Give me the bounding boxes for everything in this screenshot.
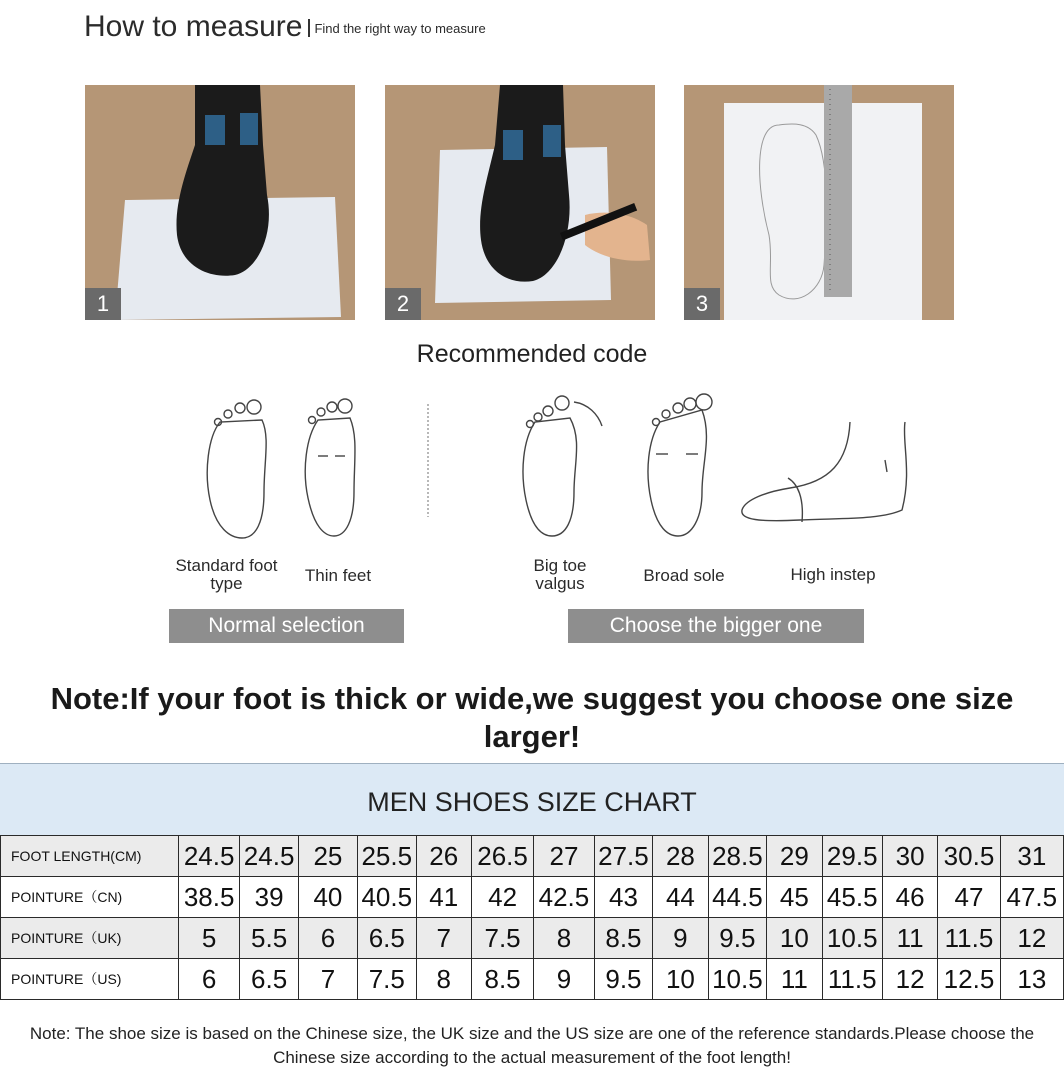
size-chart-cell: 42 bbox=[471, 877, 533, 918]
size-chart-cell: 31 bbox=[1000, 836, 1063, 877]
size-chart-cell: 47 bbox=[938, 877, 1000, 918]
size-chart-cell: 11.5 bbox=[822, 959, 882, 1000]
size-chart-cell: 30.5 bbox=[938, 836, 1000, 877]
size-chart-cell: 6 bbox=[178, 959, 239, 1000]
size-chart-cell: 44 bbox=[653, 877, 708, 918]
size-chart-cell: 45 bbox=[767, 877, 822, 918]
size-chart-cell: 42.5 bbox=[534, 877, 594, 918]
size-chart-cell: 6.5 bbox=[358, 918, 417, 959]
size-chart-cell: 24.5 bbox=[240, 836, 299, 877]
size-chart-cell: 27.5 bbox=[594, 836, 653, 877]
size-chart-cell: 7.5 bbox=[358, 959, 417, 1000]
size-chart-cell: 12.5 bbox=[938, 959, 1000, 1000]
size-chart-cell: 7 bbox=[298, 959, 357, 1000]
size-chart-cell: 9 bbox=[653, 918, 708, 959]
size-chart-cell: 10.5 bbox=[822, 918, 882, 959]
foot-type-label: Thin feet bbox=[304, 566, 372, 585]
size-chart-cell: 40.5 bbox=[358, 877, 417, 918]
tracing-foot-illustration bbox=[385, 85, 655, 320]
size-chart-cell: 7 bbox=[416, 918, 471, 959]
size-chart-cell: 8 bbox=[416, 959, 471, 1000]
step-number-badge: 2 bbox=[385, 288, 421, 320]
size-chart-cell: 9 bbox=[534, 959, 594, 1000]
size-chart-cell: 12 bbox=[1000, 918, 1063, 959]
size-chart-cell: 30 bbox=[882, 836, 937, 877]
size-chart-cell: 9.5 bbox=[708, 918, 767, 959]
recommended-title: Recommended code bbox=[416, 340, 648, 368]
size-chart-cell: 13 bbox=[1000, 959, 1063, 1000]
size-chart-cell: 43 bbox=[594, 877, 653, 918]
size-chart-cell: 26.5 bbox=[471, 836, 533, 877]
size-chart-row-label: FOOT LENGTH(CM) bbox=[1, 836, 179, 877]
size-chart-cell: 44.5 bbox=[708, 877, 767, 918]
size-chart-row bbox=[1, 918, 1064, 959]
size-chart-cell: 10.5 bbox=[708, 959, 767, 1000]
size-chart-cell: 28.5 bbox=[708, 836, 767, 877]
size-chart-cell: 12 bbox=[882, 959, 937, 1000]
size-chart-cell: 9.5 bbox=[594, 959, 653, 1000]
ruler-outline-illustration bbox=[684, 85, 954, 320]
size-chart-cell: 11 bbox=[767, 959, 822, 1000]
size-chart-cell: 6 bbox=[298, 918, 357, 959]
size-chart-cell: 11.5 bbox=[938, 918, 1000, 959]
size-chart-cell: 38.5 bbox=[178, 877, 239, 918]
size-advice-note: Note:If your foot is thick or wide,we suggest you choose one size larger! bbox=[50, 681, 1014, 754]
size-chart-table bbox=[0, 835, 1064, 1000]
size-chart-cell: 40 bbox=[298, 877, 357, 918]
size-reference-note: Note: The shoe size is based on the Chinese size, the UK size and the US size are one of the reference standards.Please choose the Chinese size according to the actual measurement of the foot length! bbox=[29, 1024, 1035, 1067]
size-chart-row-label: POINTURE（US) bbox=[1, 959, 179, 1000]
size-chart-cell: 41 bbox=[416, 877, 471, 918]
size-chart-cell: 8 bbox=[534, 918, 594, 959]
size-chart-cell: 46 bbox=[882, 877, 937, 918]
size-chart-cell: 8.5 bbox=[471, 959, 533, 1000]
step-3-photo bbox=[684, 85, 954, 320]
size-chart-row bbox=[1, 959, 1064, 1000]
size-chart-cell: 47.5 bbox=[1000, 877, 1063, 918]
size-chart-cell: 24.5 bbox=[178, 836, 239, 877]
size-chart-cell: 25.5 bbox=[358, 836, 417, 877]
size-chart-cell: 8.5 bbox=[594, 918, 653, 959]
foot-on-paper-illustration bbox=[85, 85, 355, 320]
size-chart-cell: 7.5 bbox=[471, 918, 533, 959]
size-chart-cell: 5.5 bbox=[240, 918, 299, 959]
size-chart-cell: 11 bbox=[882, 918, 937, 959]
size-chart-row bbox=[1, 836, 1064, 877]
size-chart-cell: 6.5 bbox=[240, 959, 299, 1000]
size-chart-cell: 29.5 bbox=[822, 836, 882, 877]
title-divider bbox=[308, 19, 310, 37]
foot-type-label: Standard foot type bbox=[175, 556, 278, 593]
foot-type-label: Broad sole bbox=[643, 566, 725, 585]
step-1-photo bbox=[85, 85, 355, 320]
subtitle-text: Find the right way to measure bbox=[314, 21, 486, 36]
size-chart-row-label: POINTURE（UK) bbox=[1, 918, 179, 959]
size-chart-cell: 10 bbox=[653, 959, 708, 1000]
size-chart-cell: 5 bbox=[178, 918, 239, 959]
size-chart-cell: 26 bbox=[416, 836, 471, 877]
size-chart-cell: 45.5 bbox=[822, 877, 882, 918]
foot-type-label: Big toe valgus bbox=[533, 556, 587, 593]
size-chart-cell: 29 bbox=[767, 836, 822, 877]
bigger-selection-label: Choose the bigger one bbox=[568, 609, 864, 643]
step-number-badge: 3 bbox=[684, 288, 720, 320]
step-2-photo bbox=[385, 85, 655, 320]
title-text: How to measure bbox=[84, 10, 303, 43]
foot-types-illustration bbox=[190, 392, 930, 542]
foot-type-label: High instep bbox=[790, 565, 876, 584]
size-chart-cell: 27 bbox=[534, 836, 594, 877]
page-title bbox=[84, 10, 486, 44]
size-chart-title: MEN SHOES SIZE CHART bbox=[0, 763, 1064, 836]
normal-selection-label: Normal selection bbox=[169, 609, 404, 643]
size-chart-row bbox=[1, 877, 1064, 918]
size-chart-row-label: POINTURE（CN) bbox=[1, 877, 179, 918]
size-chart-cell: 10 bbox=[767, 918, 822, 959]
size-chart-cell: 39 bbox=[240, 877, 299, 918]
step-number-badge: 1 bbox=[85, 288, 121, 320]
size-chart-cell: 25 bbox=[298, 836, 357, 877]
size-chart-cell: 28 bbox=[653, 836, 708, 877]
